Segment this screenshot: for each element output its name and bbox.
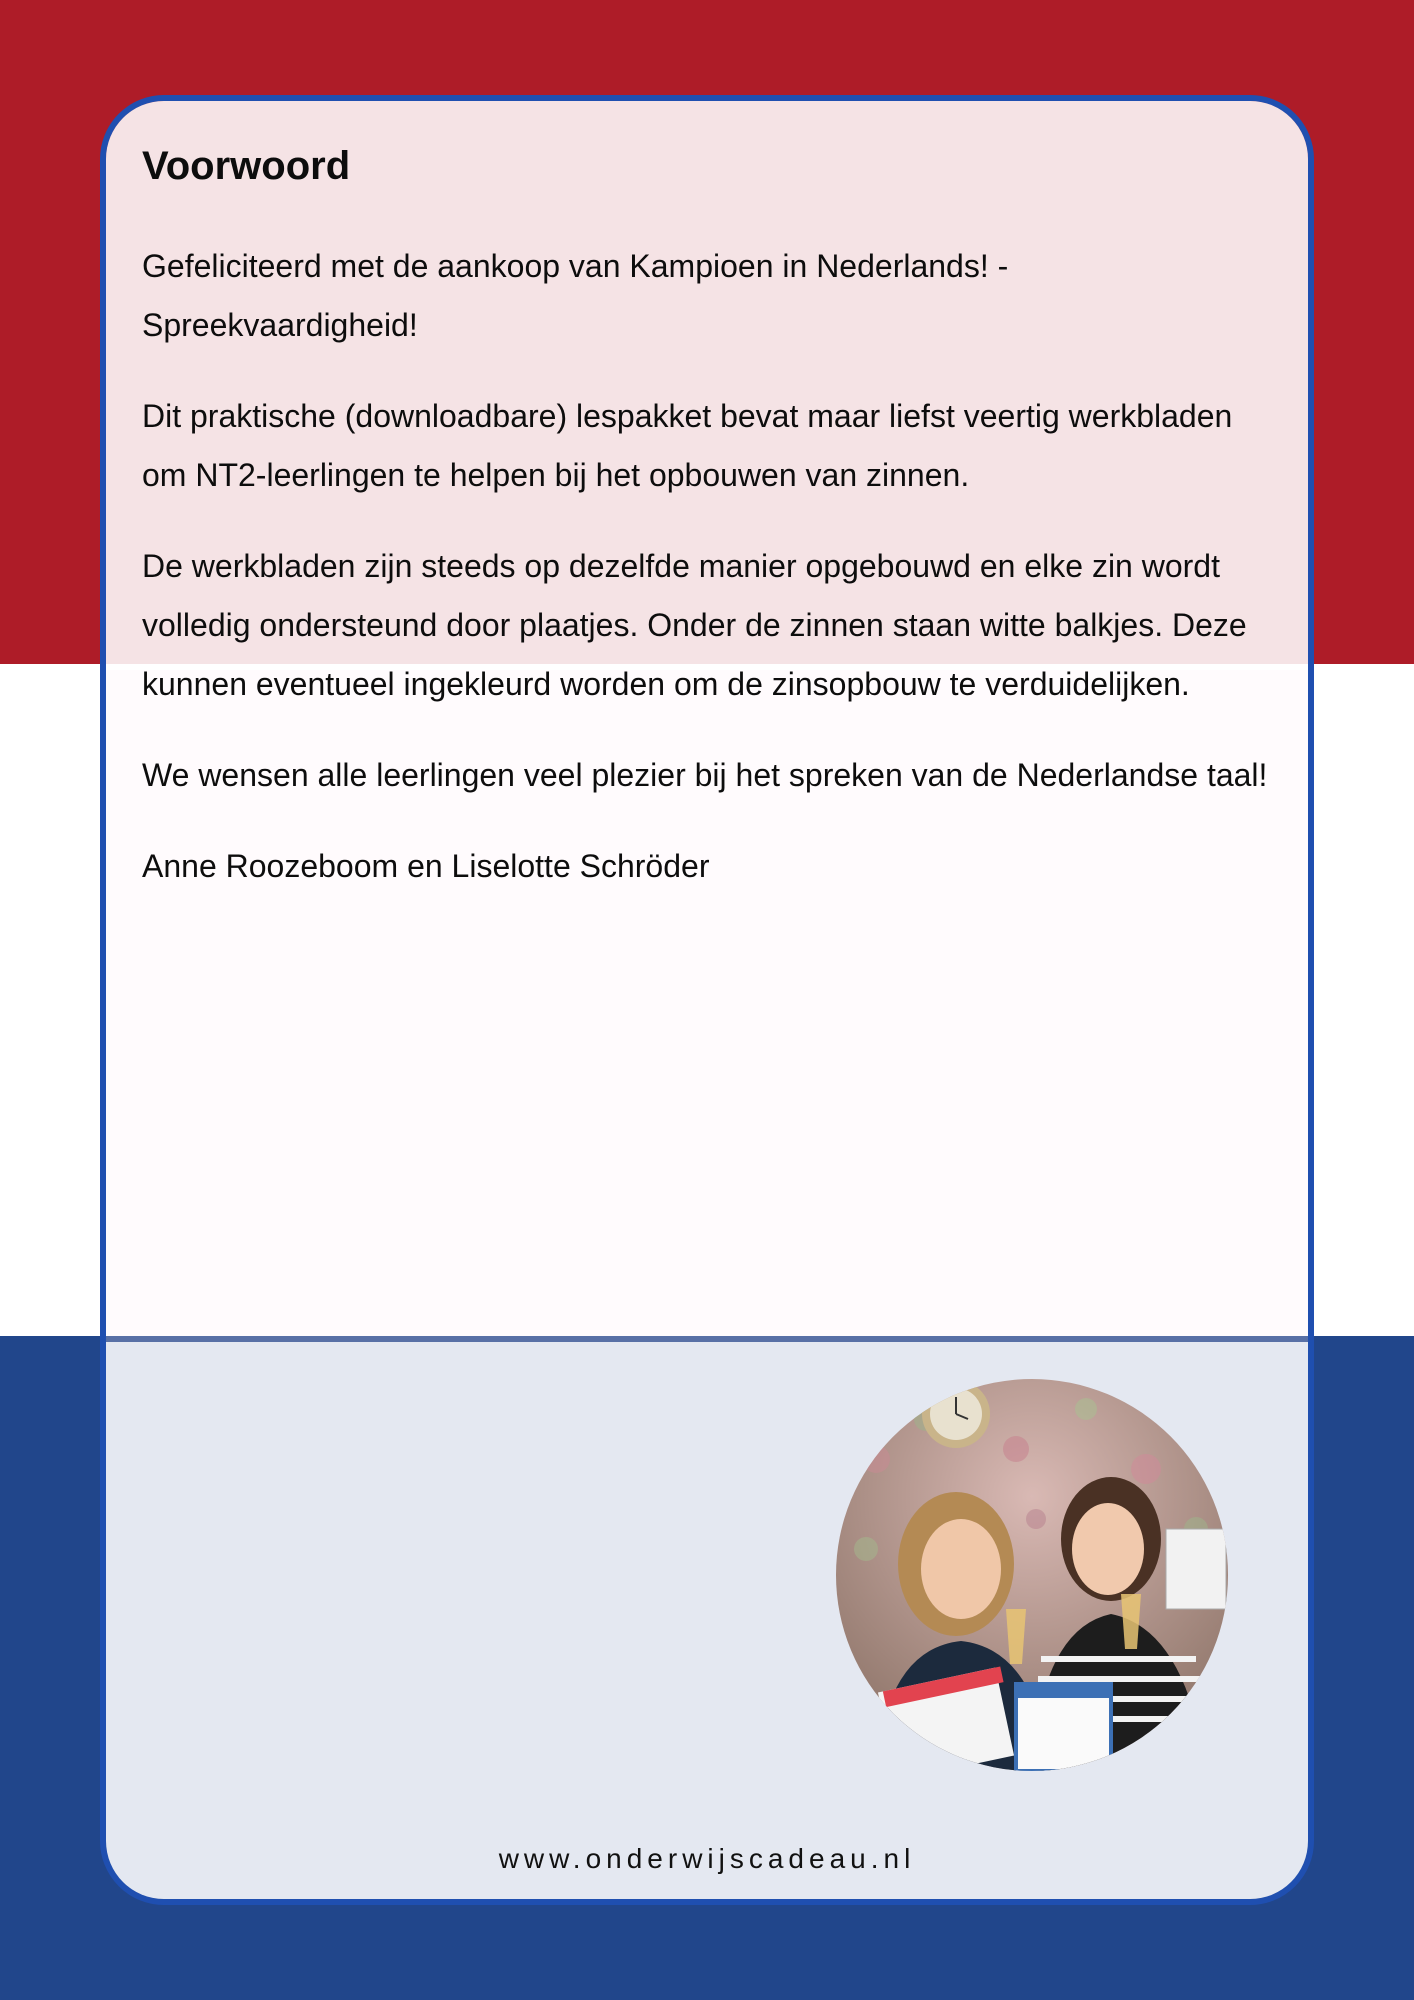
content-card [100,95,1314,1905]
authors-photo [836,1379,1228,1771]
paragraph-congratulations: Gefeliciteerd met de aankoop van Kampioen in Nederlands! - Spreekvaardigheid! [142,248,1009,343]
paragraph-package: Dit praktische (downloadbare) lespakket bevat maar liefst veertig werkbladen om NT2-leerlingen te helpen bij het opbouwen van zinnen. [142,398,1233,493]
paragraph-worksheets: De werkbladen zijn steeds op dezelfde manier opgebouwd en elke zin wordt volledig ondersteund door plaatjes. Onder de zinnen staan witte balkjes. Deze kunnen eventueel ingekleurd worden om de zinsopbouw te verduidelijken. [142,548,1247,702]
paragraph-wishes: We wensen alle leerlingen veel plezier bij het spreken van de Nederlandse taal! [142,757,1268,793]
page-title: Voorwoord [142,144,351,188]
footer-website-url[interactable]: www.onderwijscadeau.nl [498,1843,916,1874]
author-signature: Anne Roozeboom en Liselotte Schröder [142,848,710,884]
preface-content [142,141,1272,896]
